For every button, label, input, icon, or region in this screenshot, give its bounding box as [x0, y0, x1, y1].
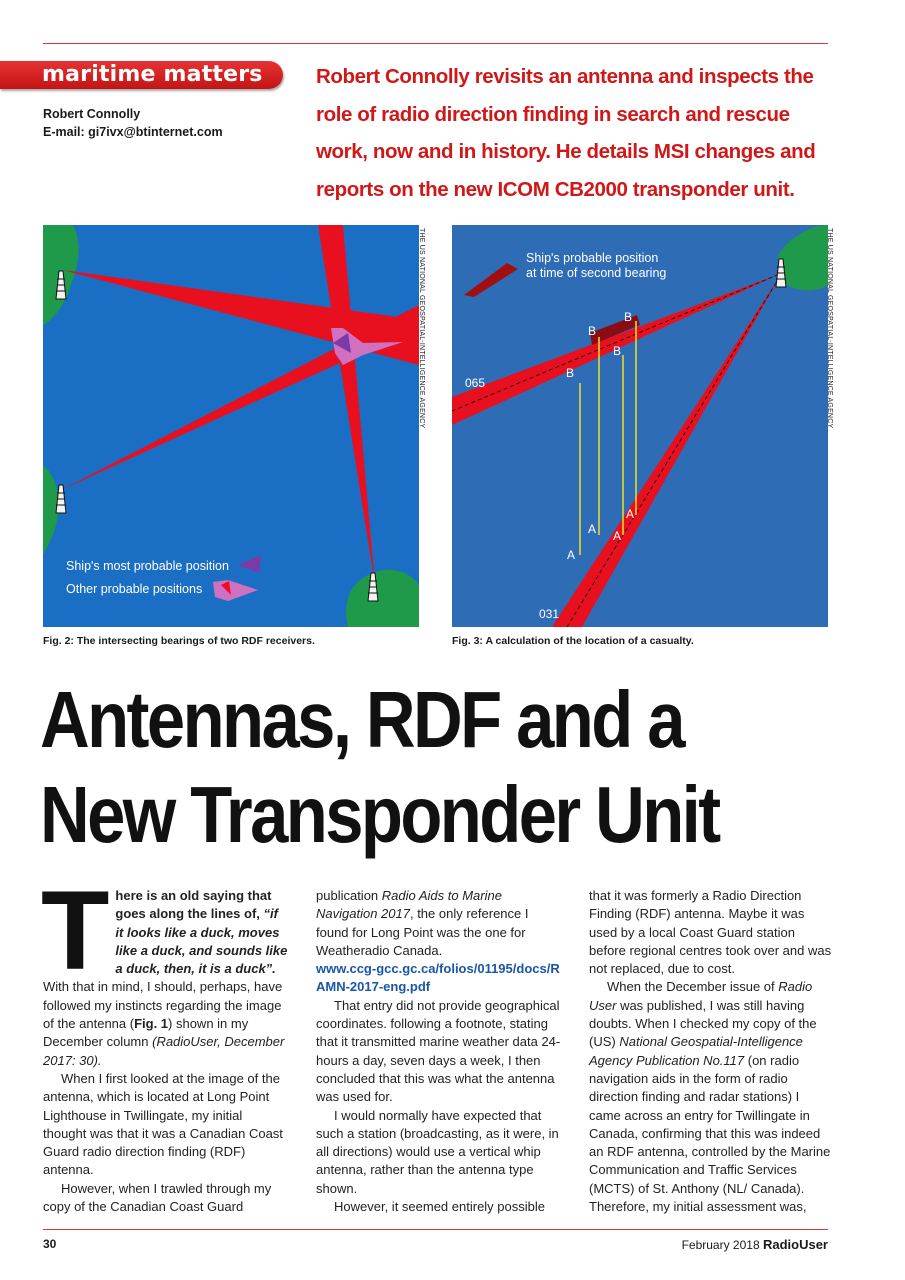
- footer-magazine: RadioUser: [762, 1237, 828, 1252]
- label-a: A: [567, 548, 576, 562]
- citation: (RadioUser, December 2017: 30).: [43, 1034, 285, 1068]
- publication-title: Radio Aids to Marine Navigation 2017: [316, 888, 502, 922]
- legend-most-swatch: [238, 555, 261, 573]
- body-text: When the December issue of: [607, 979, 779, 995]
- lead-bold: here is an old saying that goes along the lines of,: [115, 888, 272, 922]
- headline: [40, 672, 780, 862]
- land-bottom-right: [346, 570, 419, 627]
- figure-2-caption: Fig. 2: The intersecting bearings of two RDF receivers.: [43, 635, 315, 647]
- magazine-title: Radio User: [589, 979, 813, 1013]
- bearing-label-031: 031: [539, 607, 560, 621]
- body-text: publication: [316, 888, 382, 903]
- label-a: A: [613, 529, 622, 543]
- figure-3-credit: THE US NATIONAL GEOSPATIAL-INTELLIGENCE AGENCY: [826, 228, 833, 429]
- legend-other-swatch: [213, 580, 258, 601]
- lead-quote: “if it looks like a duck, moves like a duck, and sounds like a duck, then, it is a duck”.: [115, 906, 288, 977]
- body-column-1: [41, 868, 288, 1216]
- bearing-wedge-031: [552, 273, 782, 627]
- figure-2: [43, 225, 419, 627]
- bearing-label-065: 065: [465, 376, 486, 390]
- footer-issue: [682, 1237, 828, 1252]
- headline-line-1: Antennas, RDF and a: [40, 675, 683, 764]
- body-text: (on radio navigation aids in the form of radio direction finding and radar stations) I came across an entry for Twillingate in Canada, confirming that this was indeed an RDF antenna, controlled by the Marine Communication and Traffic Services (MCTS) of St. Anthony (NL/ Canada). Therefore, my initial assessment was,: [589, 1052, 831, 1215]
- publication-title: National Geospatial-Intelligence Agency Publication No.117: [589, 1034, 803, 1068]
- page-number: 30: [43, 1237, 57, 1251]
- author-block: [43, 105, 223, 141]
- body-column-2: [316, 887, 561, 1216]
- legend-ship-line2: at time of second bearing: [526, 266, 667, 280]
- figure-3: [452, 225, 828, 627]
- body-text: ) shown in my December column: [43, 1016, 249, 1050]
- footer-date: February 2018: [681, 1238, 760, 1252]
- label-b: B: [588, 324, 597, 338]
- headline-line-2: New Transponder Unit: [40, 770, 719, 859]
- paragraph: That entry did not provide geographical coordinates. following a footnote, stating that it transmitted marine weather data 24-hours a day, seven days a week, I then concluded that this was what the antenna was used for.: [316, 997, 561, 1105]
- figure-2-credit: THE US NATIONAL GEOSPATIAL-INTELLIGENCE AGENCY: [418, 228, 425, 429]
- paragraph: that it was formerly a Radio Direction Finding (RDF) antenna. Maybe it was used by a local Coast Guard station before regional centres took over and was not replaced, due to cost.: [589, 888, 832, 977]
- figure-2-map: [43, 225, 419, 627]
- top-rule: [43, 43, 828, 44]
- label-a: A: [626, 507, 635, 521]
- dropcap: T: [41, 868, 110, 993]
- legend-most-probable: Ship's most probable position: [66, 559, 229, 573]
- paragraph: However, it seemed entirely possible: [334, 1199, 545, 1215]
- lighthouse-icon: [56, 485, 66, 513]
- figure-3-map: [452, 225, 828, 627]
- ship-position-legend-swatch: [464, 263, 518, 297]
- body-column-3: [589, 887, 834, 1216]
- figure-3-caption: Fig. 3: A calculation of the location of a casualty.: [452, 635, 694, 647]
- figure-ref: Fig. 1: [134, 1016, 169, 1032]
- bearing-wedge-bottom: [318, 225, 375, 585]
- standfirst: Robert Connolly revisits an antenna and inspects the role of radio direction finding in search and rescue work, now and in history. He details MSI changes and reports on the new ICOM CB2000 transponder unit.: [316, 65, 816, 201]
- label-b: B: [566, 366, 575, 380]
- legend-other-probable: Other probable positions: [66, 582, 203, 596]
- section-tag: [0, 61, 283, 89]
- paragraph: I would normally have expected that such a station (broadcasting, as it were, in all directions) would use a vertical whip antenna, rather than the antenna type shown.: [316, 1107, 559, 1196]
- paragraph: However, when I trawled through my copy of the Canadian Coast Guard: [43, 1180, 272, 1215]
- section-tag-label: maritime matters: [42, 62, 263, 87]
- reference-link[interactable]: www.ccg-gcc.gc.ca/folios/01195/docs/RAMN-2017-eng.pdf: [316, 961, 560, 995]
- body-text: was published, I was still having doubts. When I checked my copy of the (US): [589, 997, 817, 1050]
- label-a: A: [588, 522, 597, 536]
- label-b: B: [624, 310, 633, 324]
- bottom-rule: [43, 1229, 828, 1230]
- label-b: B: [613, 344, 622, 358]
- paragraph: When I first looked at the image of the antenna, which is located at Long Point Lighthouse in Twillingate, my initial thought was that it was a Canadian Coast Guard radio direction finding (RDF) antenna.: [43, 1070, 283, 1178]
- legend-ship-line1: Ship's probable position: [526, 251, 659, 265]
- body-text: With that in mind, I should, perhaps, have followed my instincts regarding the image of the antenna (: [43, 979, 283, 1032]
- body-text: , the only reference I found for Long Point was the one for Weatheradio Canada.: [316, 906, 529, 958]
- author-name: Robert Connolly: [43, 107, 141, 121]
- author-email: E-mail: gi7ivx@btinternet.com: [43, 125, 223, 139]
